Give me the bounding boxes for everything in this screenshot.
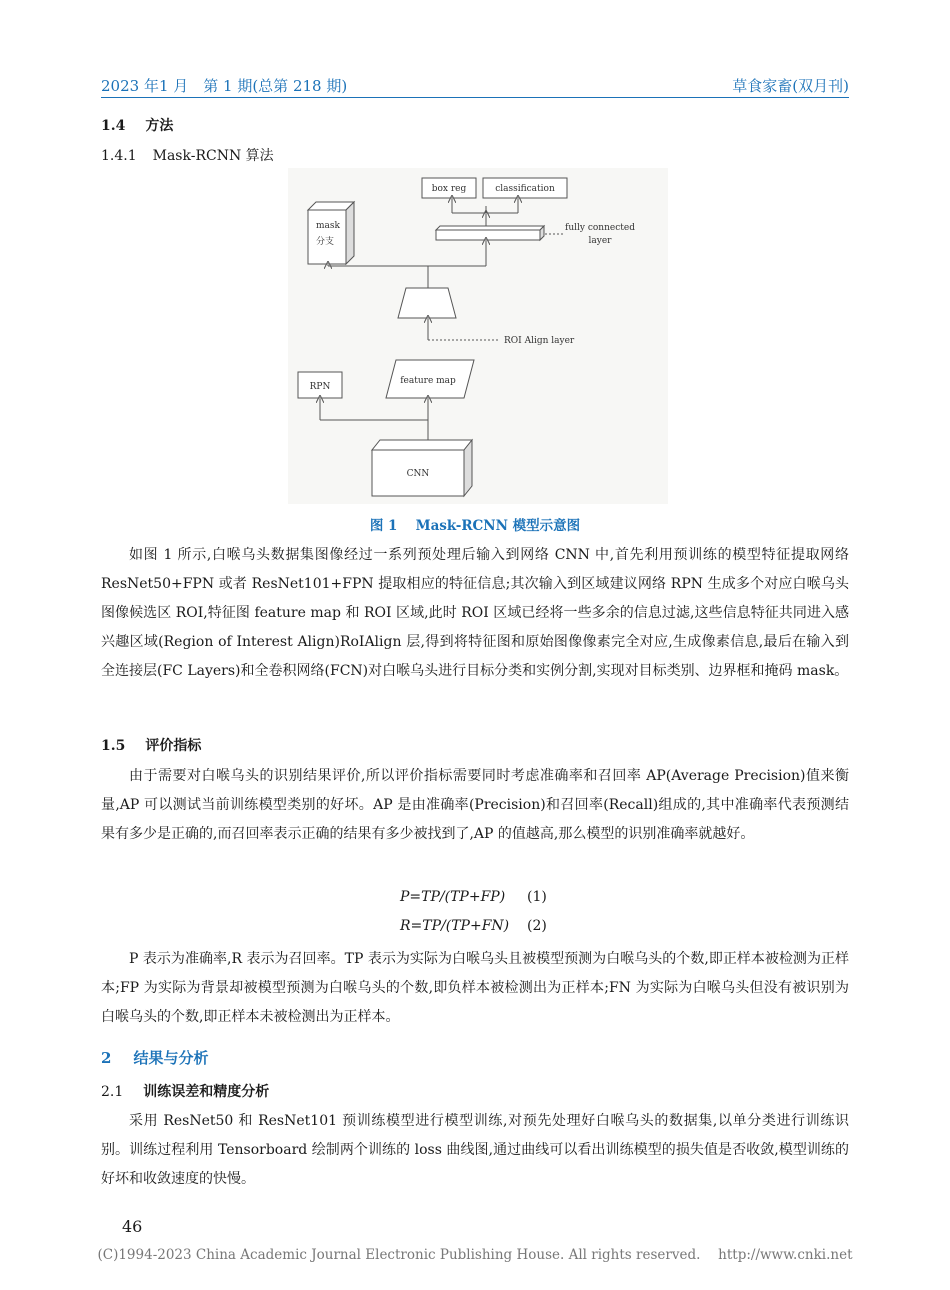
paragraph-text: 由于需要对白喉乌头的识别结果评价,所以评价指标需要同时考虑准确率和召回率 AP(Average Precision)值来衡量,AP 可以测试当前训练模型类别的好坏。AP 是由准确率(Precision)和召回率(Recall)组成的,其中准确率代表预测结果有多少是正确的,而召回率表示正确的结果有多少被找到了,AP 的值越高,那么模型的识别准确率就越好。 bbox=[101, 768, 849, 842]
classification-label: classification bbox=[495, 184, 555, 194]
section-title: Mask-RCNN 算法 bbox=[152, 148, 274, 164]
header-journal: 草食家畜(双月刊) bbox=[732, 77, 849, 95]
section-title: 结果与分析 bbox=[133, 1049, 209, 1067]
section-heading-1-4 bbox=[101, 115, 173, 135]
mask-rcnn-diagram bbox=[288, 168, 668, 504]
paragraph-4 bbox=[101, 1107, 849, 1194]
equation-1-number: (1) bbox=[527, 889, 547, 905]
paragraph-text: 采用 ResNet50 和 ResNet101 预训练模型进行模型训练,对预先处理好白喉乌头的数据集,以单分类进行训练识别。训练过程利用 Tensorboard 绘制两个训练的 loss 曲线图,通过曲线可以看出训练模型的损失值是否收敛,模型训练的好坏和收敛速度的快慢。 bbox=[101, 1113, 849, 1187]
figure-1 bbox=[288, 168, 668, 504]
section-heading-2 bbox=[101, 1047, 208, 1068]
section-title: 方法 bbox=[145, 118, 174, 134]
paragraph-2 bbox=[101, 762, 849, 849]
equation-2-number: (2) bbox=[527, 918, 547, 934]
section-number: 1.5 bbox=[101, 738, 126, 754]
figure-caption: 图 1 Mask-RCNN 模型示意图 bbox=[369, 518, 581, 534]
mask-label-2: 分支 bbox=[316, 237, 335, 247]
fc-layer-block bbox=[436, 230, 540, 240]
fc-label-1: fully connected bbox=[565, 223, 635, 233]
section-heading-1-5 bbox=[101, 735, 201, 755]
mask-label-1: mask bbox=[316, 221, 340, 231]
equation-1: P=TP/(TP+FP) bbox=[400, 889, 506, 905]
header-issue: 2023 年1 月 第 1 期(总第 218 期) bbox=[101, 77, 348, 95]
cnn-label: CNN bbox=[406, 469, 430, 479]
section-number: 1.4 bbox=[101, 118, 126, 134]
fc-label-2: layer bbox=[588, 236, 612, 246]
feature-map-label: feature map bbox=[400, 376, 456, 386]
rpn-label: RPN bbox=[309, 382, 331, 392]
copyright-footer: (C)1994-2023 China Academic Journal Electronic Publishing House. All rights reserved. http://www.cnki.net bbox=[97, 1247, 853, 1263]
section-heading-2-1 bbox=[101, 1081, 269, 1101]
section-number: 1.4.1 bbox=[101, 148, 137, 164]
page-number: 46 bbox=[122, 1217, 143, 1236]
paragraph-1 bbox=[101, 541, 849, 686]
section-title: 评价指标 bbox=[145, 738, 202, 754]
section-title: 训练误差和精度分析 bbox=[143, 1084, 270, 1100]
equation-2: R=TP/(TP+FN) bbox=[400, 918, 510, 934]
section-heading-1-4-1 bbox=[101, 145, 274, 165]
paragraph-text: 如图 1 所示,白喉乌头数据集图像经过一系列预处理后输入到网络 CNN 中,首先利用预训练的模型特征提取网络 ResNet50+FPN 或者 ResNet101+FPN 提取相应的特征信息;其次输入到区域建议网络 RPN 生成多个对应白喉乌头图像候选区 ROI,特征图 feature map 和 ROI 区域,此时 ROI 区域已经将一些多余的信息过滤,这些信息特征共同进入感兴趣区域(Region of Interest Align)RoIAlign 层,得到将特征图和原始图像像素完全对应,生成像素信息,最后在输入到全连接层(FC Layers)和全卷积网络(FCN)对白喉乌头进行目标分类和实例分割,实现对目标类别、边界框和掩码 mask。 bbox=[101, 547, 849, 679]
header-rule bbox=[101, 97, 849, 98]
roi-align-label: ROI Align layer bbox=[504, 336, 575, 346]
paragraph-text: P 表示为准确率,R 表示为召回率。TP 表示为实际为白喉乌头且被模型预测为白喉乌头的个数,即正样本被检测为正样本;FP 为实际为背景却被模型预测为白喉乌头的个数,即负样本被检测出为正样本;FN 为实际为白喉乌头但没有被识别为白喉乌头的个数,即正样本未被检测出为正样本。 bbox=[101, 951, 849, 1025]
section-number: 2 bbox=[101, 1049, 112, 1067]
section-number: 2.1 bbox=[101, 1084, 124, 1100]
box-reg-label: box reg bbox=[431, 184, 467, 194]
paragraph-3 bbox=[101, 945, 849, 1032]
